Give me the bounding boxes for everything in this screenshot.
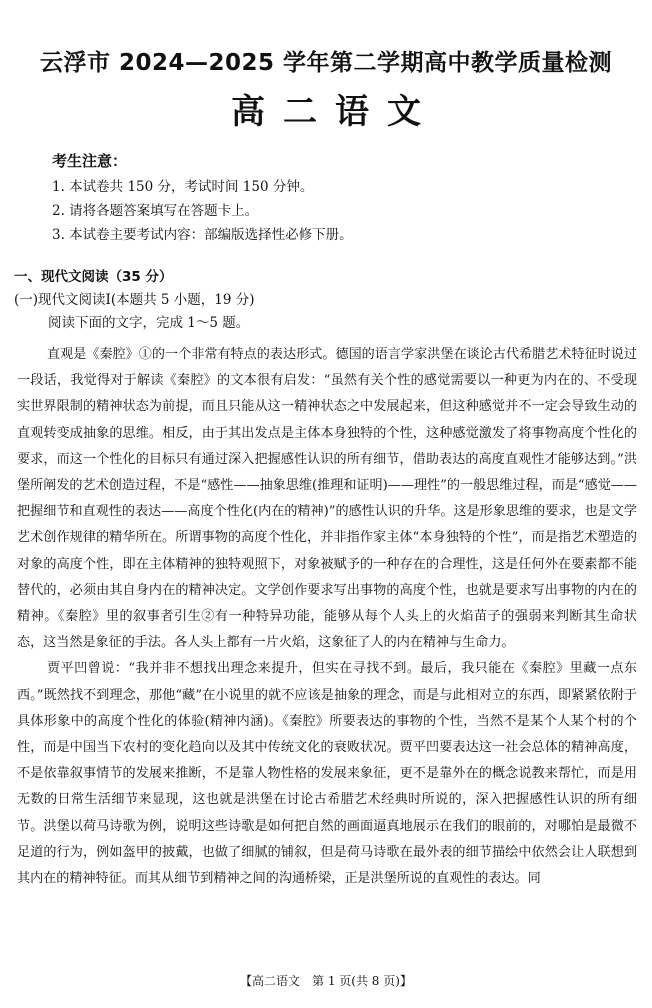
passage-paragraph-1: 直观是《秦腔》①的一个非常有特点的表达形式。德国的语言学家洪堡在谈论古代希腊艺术特征时说过一段话，我觉得对于解读《秦腔》的文本很有启发：“虽然有关个性的感觉需要以一种更为内在的、不受现实世界限制的精神状态为前提，而且只能从这一精神状态之中发展起来，但这种感觉并不一定会导致生动的直观转变成抽象的思维。相反，由于其出发点是主体本身独特的个性，这种感觉激发了将事物高度个性化的要求，而这一个性化的目标只有通过深入把握感性认识的所有细节，借助表达的高度直观性才能够达到。”洪堡所阐发的艺术创造过程，不是“感性——抽象思维(推理和证明)——理性”的一般思维过程，而是“感觉——把握细节和直观性的表达——高度个性化(内在的精神)”的感性认识的升华。这是形象思维的要求，也是文学艺术创作规律的精华所在。所谓事物的高度个性化，并非指作家主体“本身独特的个性”，而是指艺术塑造的对象的高度个性，即在主体精神的独特观照下，对象被赋予的一种存在的合理性，这是任何外在要素都不能替代的，必须由其自身内在的精神决定。文学创作要求写出事物的高度个性，也就是要求写出事物的内在的精神。《秦腔》里的叙事者引生②有一种特异功能，能够从每个人头上的火焰苗子的强弱来判断其生命状态，这当然是象征的手法。各人头上都有一片火焰，这象征了人的内在精神与生命力。	[17, 347, 637, 651]
notice-title: 考生注意：	[52, 152, 128, 170]
section-heading: 一、现代文阅读（35 分）	[14, 269, 173, 285]
reading-passage	[17, 342, 637, 892]
candidate-notice	[52, 150, 612, 247]
notice-item-2: 2. 请将各题答案填写在答题卡上。	[52, 203, 259, 219]
reading-instruction: 阅读下面的文字，完成 1～5 题。	[48, 315, 250, 331]
reading-section	[14, 266, 644, 335]
page-footer: 【高二语文 第 1 页(共 8 页)】	[240, 974, 412, 988]
subsection-heading: (一)现代文阅读Ⅰ(本题共 5 小题，19 分)	[14, 292, 255, 308]
subject-title: 高二语文	[231, 92, 439, 132]
notice-item-1: 1. 本试卷共 150 分，考试时间 150 分钟。	[52, 179, 314, 195]
passage-paragraph-2: 贾平凹曾说：“我并非不想找出理念来提升，但实在寻找不到。最后，我只能在《秦腔》里藏一点东西。”既然找不到理念，那他“藏”在小说里的就不应该是抽象的理念，而是与此相对立的东西，即紧紧依附于具体形象中的高度个性化的体验(精神内涵)。《秦腔》所要表达的事物的个性，当然不是某个人某个村的个性，而是中国当下农村的变化趋向以及其中传统文化的衰败状况。贾平凹要表达这一社会总体的精神高度，不是依靠叙事情节的发展来推断，不是靠人物性格的发展来象征，更不是靠外在的概念说教来帮忙，而是用无数的日常生活细节来显现，这也就是洪堡在讨论古希腊艺术经典时所说的，深入把握感性认识的所有细节。洪堡以荷马诗歌为例，说明这些诗歌是如何把自然的画面逼真地展示在我们的眼前的，对哪怕是最微不足道的行为，例如盔甲的披戴，也做了细腻的铺叙，但是荷马诗歌在最外表的细节描绘中依然会让人联想到其内在的精神特征。而其从细节到精神之间的沟通桥梁，正是洪堡所说的直观性的表达。同	[17, 661, 637, 887]
notice-item-3: 3. 本试卷主要考试内容：部编版选择性必修下册。	[52, 227, 353, 243]
exam-title: 云浮市 2024—2025 学年第二学期高中教学质量检测	[39, 50, 613, 76]
